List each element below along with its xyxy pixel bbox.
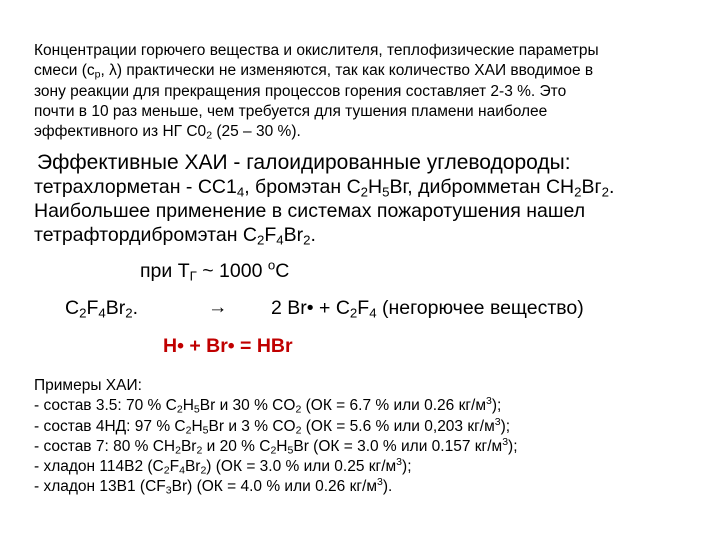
example-item: - хладон 114В2 $(C_2F_4Br_2) (ОК = 3.0$ % или 0.25 $кг/м^3$); [34,456,412,477]
examples-heading: Примеры ХАИ: [34,377,142,394]
reaction-hbr: H• + Br• = HBr [163,335,293,357]
examples-block [34,376,518,498]
intro-line-2: смеси ($c_p$, λ) практически не изменяются, так как количество ХАИ вводимое в [34,62,594,81]
agents-paragraph [34,151,614,247]
reaction-arrow: → [208,296,228,318]
example-item: - состав 7: 80 % $CH_2Br_2$ и 20 % $С_2Н_5Br$ (ОК = 3.0 % или 0.157 $кг/м^3$); [34,436,518,457]
agents-line-2: тетрахлорметан - $СС1_4$, бромэтан $С_2Н_5Вг$, дибромметан $СН_2Вг_2$. [34,176,615,200]
example-item: - состав 3.5: 70 % $С_2Н_5Br$ и 30 % $CO_2$ (ОК = 6.7 % или 0.26 $кг/м^3$); [34,395,502,416]
intro-line-4: почти в 10 раз меньше, чем требуется для тушения пламени наиболее [34,102,548,120]
reaction-right: 2 Br• + $C_2F_4$ (негорючее вещество) [271,297,584,321]
reaction-condition: при $Т_Г$ ~ 1000 $^о$С [140,257,290,284]
reaction-left: $C_2F_4Br_2$. [65,297,139,321]
agents-line-4: тетрафтордибромэтан $С_2F_4Br_2$. [34,224,316,248]
example-item: - состав 4НД: 97 % $С_2Н_5Br$ и 3 % $CO_2$ (ОК = 5.6 % или 0,203 $кг/м^3$); [34,415,511,437]
intro-line-1: Концентрации горючего вещества и окислителя, теплофизические параметры [34,42,599,59]
example-item: - хладон 13В1 $(CF_3Br) (ОК = 4.0$ % или 0.26 $кг/м^3$). [34,476,393,498]
intro-paragraph [34,41,599,142]
intro-line-3: зону реакции для прекращения процессов горения составляет 2-3 %. Это [34,82,567,100]
agents-heading: Эффективные ХАИ - галоидированные углеводороды: [37,151,571,174]
agents-line-3: Наибольшее применение в системах пожаротушения нашел [34,200,586,222]
intro-line-5: эффективного из НГ $С0_2$ (25 – 30 %). [34,123,301,142]
